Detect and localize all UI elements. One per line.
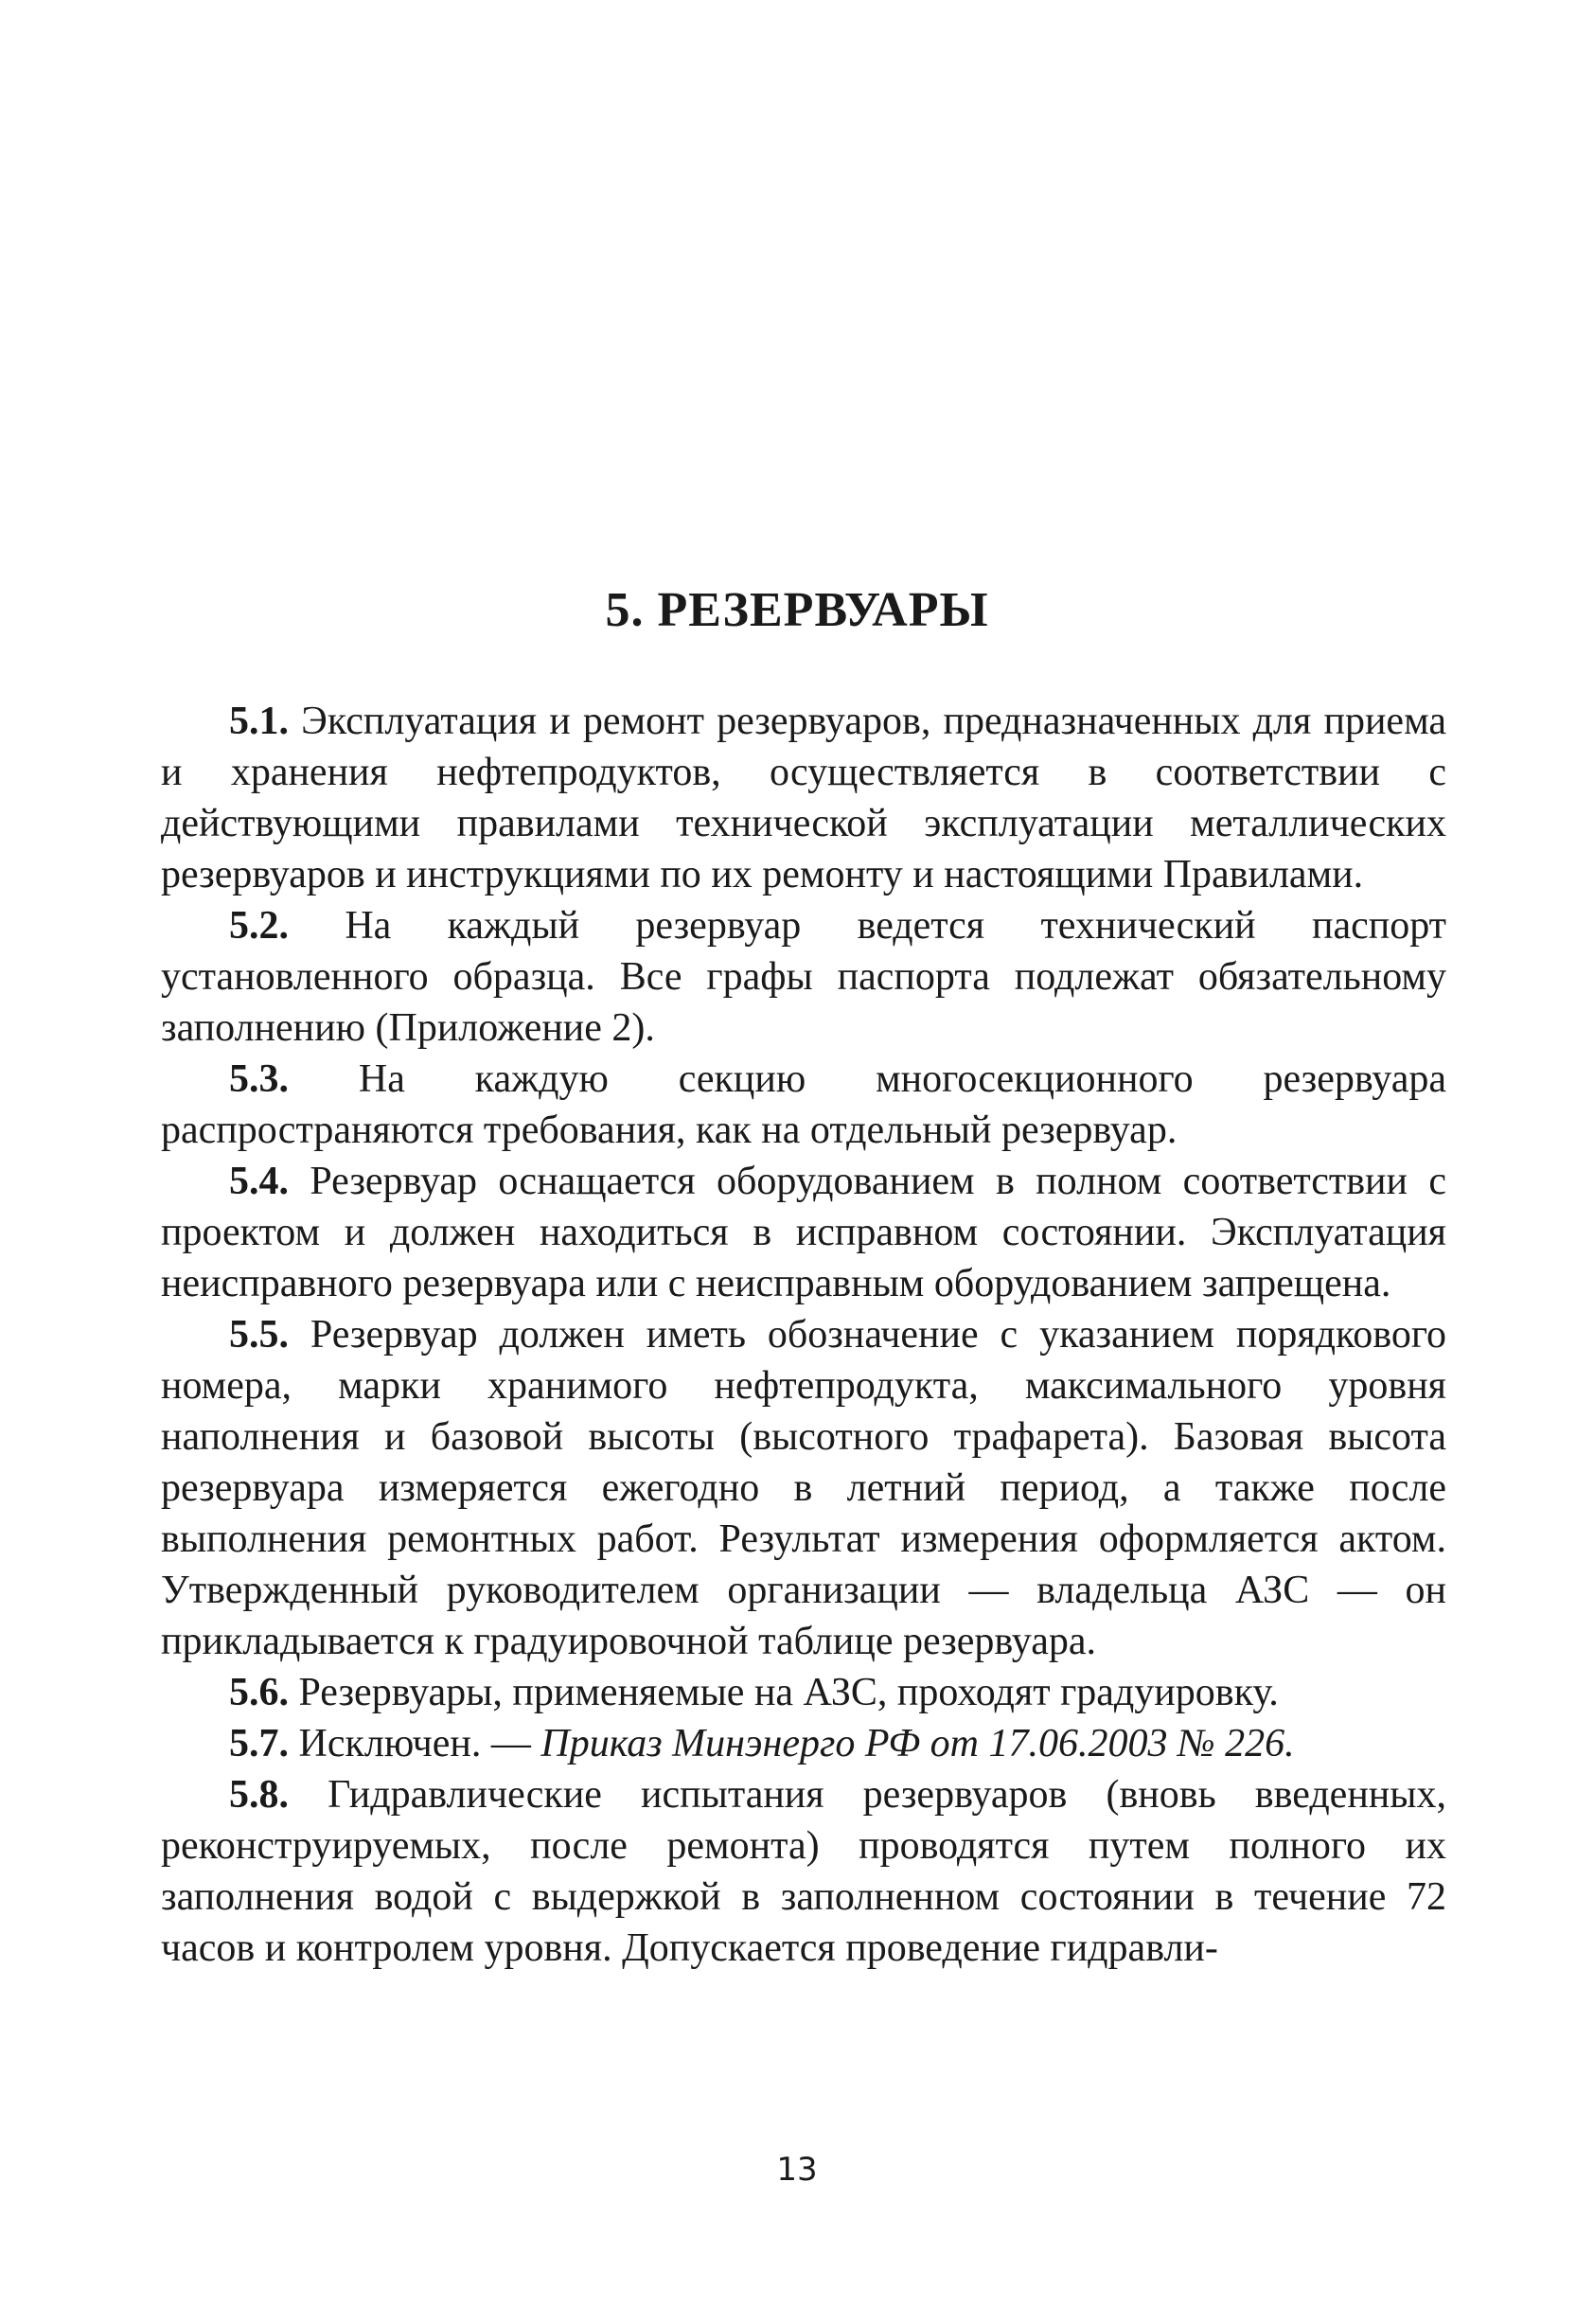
- paragraph-text: На каждую секцию многосекционного резервуара распространяются требования, как на отдельный резервуар.: [161, 1057, 1447, 1152]
- paragraph-number: 5.2.: [229, 904, 289, 948]
- order-reference: Приказ Минэнерго РФ от 17.06.2003 № 226.: [540, 1722, 1295, 1765]
- section-title: 5. РЕЗЕРВУАРЫ: [605, 583, 989, 637]
- paragraph-number: 5.1.: [229, 700, 289, 743]
- paragraph-number: 5.8.: [229, 1773, 289, 1817]
- paragraph-5-1: [161, 696, 1446, 900]
- page-number: 13: [776, 2151, 818, 2189]
- paragraph-text: Резервуар оснащается оборудованием в полном соответствии с проектом и должен находиться в исправном состоянии. Эксплуатация неисправного резервуара или с неисправным оборудованием запрещена.: [161, 1160, 1446, 1305]
- paragraph-5-2: [161, 900, 1446, 1054]
- paragraph-text: На каждый резервуар ведется технический паспорт установленного образца. Все графы паспорта подлежат обязательному заполнению (Приложение 2).: [161, 904, 1447, 1050]
- paragraph-number: 5.5.: [229, 1313, 289, 1357]
- paragraph-5-4: [161, 1156, 1446, 1309]
- paragraph-5-7: [161, 1718, 1446, 1769]
- paragraph-text: Резервуар должен иметь обозначение с указанием порядкового номера, марки хранимого нефтепродукта, максимального уровня наполнения и базовой высоты (высотного трафарета). Базовая высота резервуара измеряется ежегодно в летний период, а также после выполнения ремонтных работ. Результат измерения оформляется актом. Утвержденный руководителем организации — владельца АЗС — он прикладывается к градуировочной таблице резервуара.: [161, 1313, 1446, 1663]
- paragraph-text: Гидравлические испытания резервуаров (вновь введенных, реконструируемых, после ремонта) проводятся путем полного их заполнения водой с выдержкой в заполненном состоянии в течение 72 часов и контролем уровня. Допускается проведение гидравли-: [161, 1773, 1446, 1970]
- paragraph-number: 5.4.: [229, 1160, 289, 1203]
- paragraph-text: Эксплуатация и ремонт резервуаров, предназначенных для приема и хранения нефтепродуктов, осуществляется в соответствии с действующими правилами технической эксплуатации металлических резервуаров и инструкциями по их ремонту и настоящими Правилами.: [161, 700, 1446, 896]
- paragraph-5-5: [161, 1309, 1446, 1667]
- section-body: [161, 696, 1446, 1974]
- paragraph-text: Исключен. —: [298, 1722, 541, 1765]
- paragraph-number: 5.6.: [229, 1671, 289, 1714]
- paragraph-text: Резервуары, применяемые на АЗС, проходят градуировку.: [298, 1671, 1279, 1714]
- paragraph-number: 5.7.: [229, 1722, 289, 1765]
- paragraph-number: 5.3.: [229, 1057, 289, 1101]
- paragraph-5-8: [161, 1769, 1446, 1974]
- paragraph-5-6: [161, 1667, 1446, 1718]
- paragraph-5-3: [161, 1054, 1446, 1156]
